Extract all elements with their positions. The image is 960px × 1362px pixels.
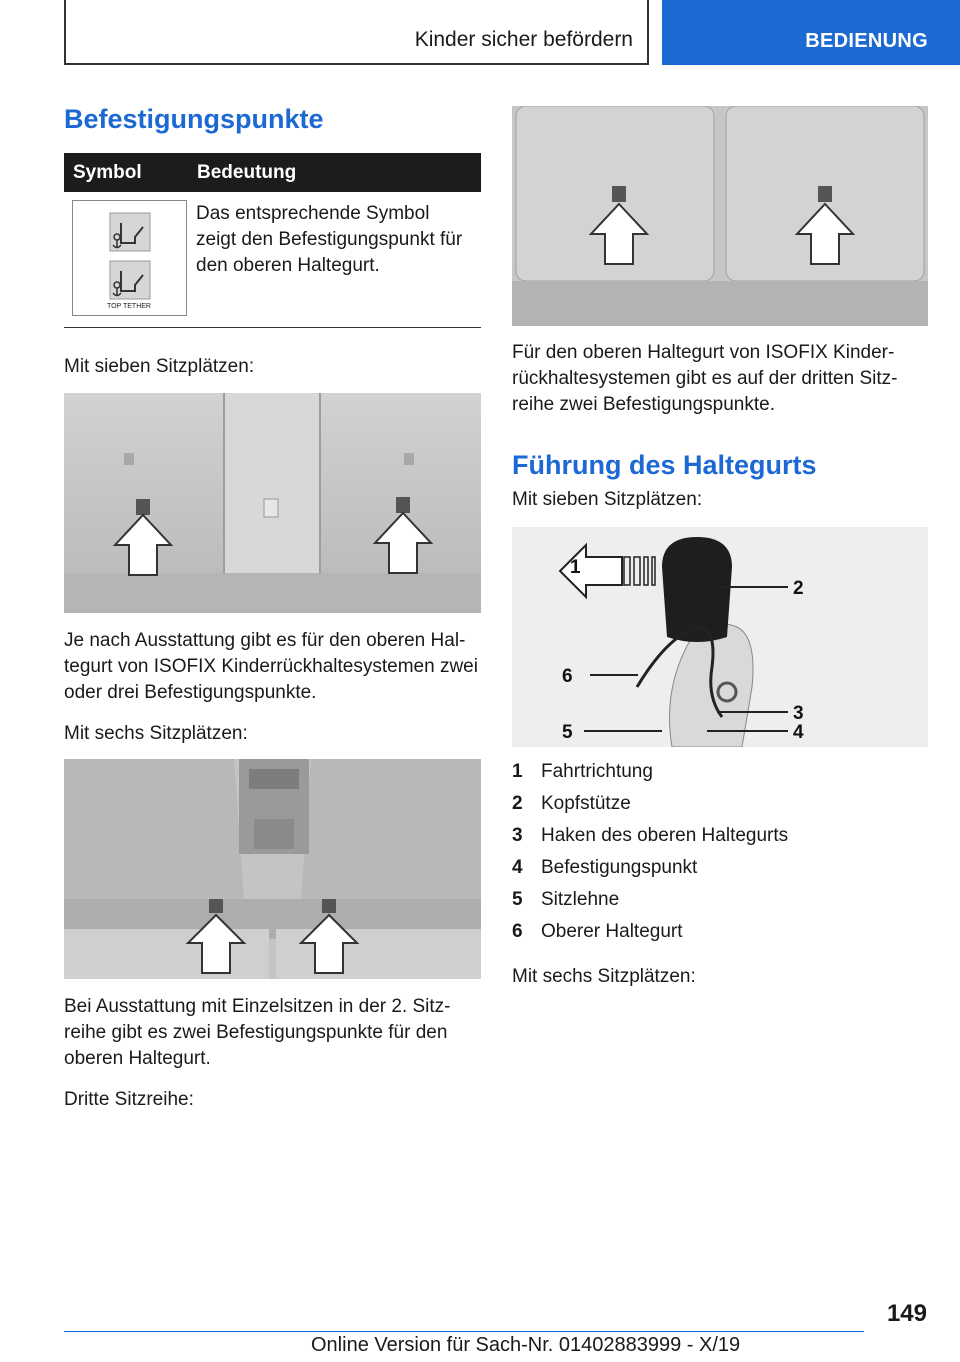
diagram-tether-routing [512, 527, 928, 747]
header-chapter-tab[interactable] [662, 0, 960, 65]
diagram-label-1: 1 [570, 557, 581, 578]
diagram-label-4: 4 [793, 722, 804, 743]
child-seat-anchor-icon [73, 201, 186, 315]
symbol-meaning-text: Das entsprechende Symbol zeigt den Befestigungspunkt für den oberen Haltegurt. [196, 203, 463, 276]
header-section-title: Kinder sicher befördern [414, 28, 633, 51]
photo-seven-seats-anchors [64, 393, 481, 613]
symbol-table-header [64, 153, 481, 192]
top-tether-caption: TOP TETHER [107, 303, 151, 310]
table-bottom-rule [64, 327, 481, 328]
photo-third-row-anchors [512, 106, 928, 326]
diagram-label-5: 5 [562, 722, 573, 743]
seven-seats-label: Mit sieben Sitzplätzen: [64, 356, 255, 377]
six-seats-label: Mit sechs Sitzplätzen: [64, 723, 248, 744]
header-section-box [64, 0, 649, 65]
footer-version-text: Online Version für Sach-Nr. 01402883999 - X/19 [311, 1334, 741, 1356]
section-title-befestigungspunkte: Befestigungspunkte [64, 104, 324, 134]
third-row-label: Dritte Sitzreihe: [64, 1089, 194, 1110]
footer-rule [64, 1331, 864, 1332]
para-six-seats: Bei Ausstattung mit Einzelsitzen in der 2. Sitz- reihe gibt es zwei Befestigungspunkte für den oberen Haltegurt. [64, 996, 451, 1069]
header-chapter-label: BEDIENUNG [805, 30, 928, 52]
diagram-label-6: 6 [562, 666, 573, 687]
para-seven-seats: Je nach Ausstattung gibt es für den oberen Hal- tegurt von ISOFIX Kinderrückhaltesystemen zwei oder drei Befestigungspunkte. [64, 630, 478, 703]
top-tether-symbol-box [72, 200, 187, 316]
seven-seats-label-right: Mit sieben Sitzplätzen: [512, 489, 703, 510]
section-title-fuehrung: Führung des Haltegurts [512, 450, 817, 480]
six-seats-label-right: Mit sechs Sitzplätzen: [512, 966, 696, 987]
diagram-label-2: 2 [793, 578, 804, 599]
page-number: 149 [886, 1300, 927, 1327]
para-third-row: Für den oberen Haltegurt von ISOFIX Kinder- rückhaltesystemen gibt es auf der dritten Sitz- reihe zwei Befestigungspunkte. [512, 342, 898, 415]
table-col-meaning: Bedeutung [197, 162, 297, 183]
diagram-label-3: 3 [793, 703, 804, 724]
photo-six-seats-anchors [64, 759, 481, 979]
table-col-symbol: Symbol [73, 162, 142, 183]
